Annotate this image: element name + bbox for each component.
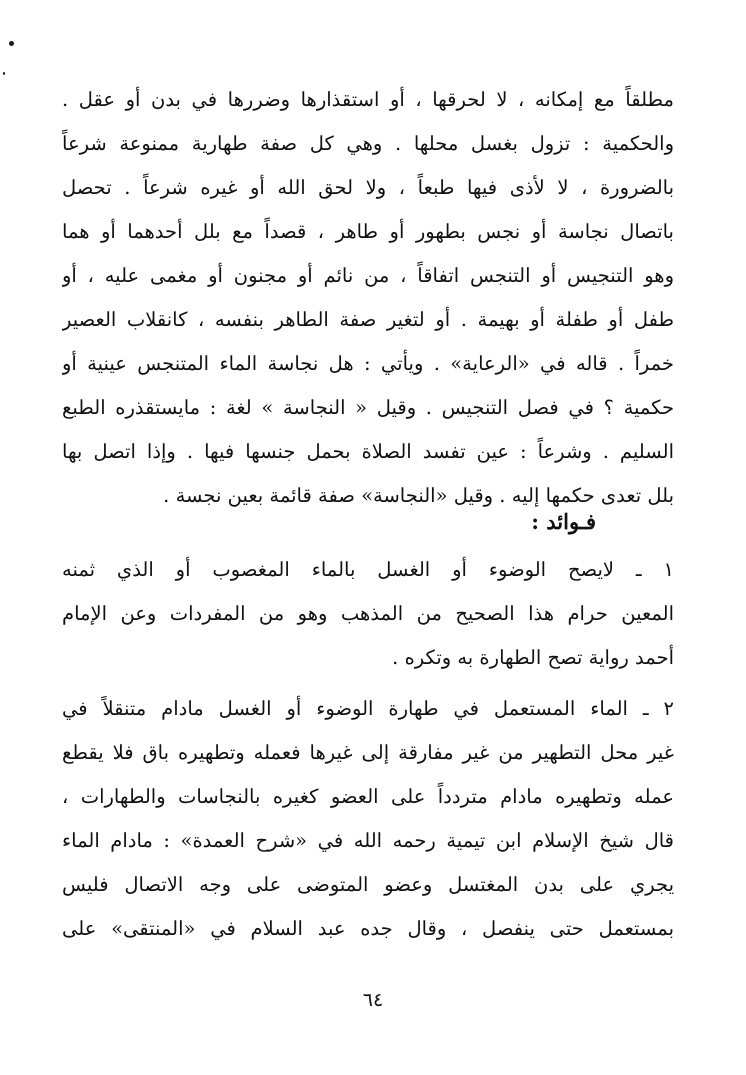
text-line: السليم . وشرعاً : عين تفسد الصلاة بحمل جنسها فيها . وإذا اتصل بها — [62, 440, 674, 463]
section-heading: فـوائد : — [531, 509, 596, 534]
scan-speck — [9, 41, 14, 46]
text-line: حكمية ؟ في فصل التنجيس . وقيل « النجاسة » لغة : مايستقذره الطبع — [62, 396, 674, 419]
page-number: ٦٤ — [362, 989, 384, 1011]
text-line: عمله وتطهيره مادام متردداً على العضو كغيره بالنجاسات والطهارات ، — [62, 785, 674, 808]
text-line: طفل أو طفلة أو بهيمة . أو لتغير صفة الطاهر بنفسه ، كانقلاب العصير — [62, 308, 674, 331]
text-line: بالضرورة ، لا لأذى فيها طبعاً ، ولا لحق الله أو غيره شرعاً . تحصل — [62, 176, 674, 199]
text-line: باتصال نجاسة أو نجس بطهور أو طاهر ، قصداً مع بلل أحدهما أو هما — [62, 220, 674, 243]
text-line: قال شيخ الإسلام ابن تيمية رحمه الله في «شرح العمدة» : مادام الماء — [62, 829, 674, 852]
text-line: المعين حرام هذا الصحيح من المذهب وهو من المفردات وعن الإمام — [62, 602, 674, 625]
text-line: ٢ ـ الماء المستعمل في طهارة الوضوء أو الغسل مادام متنقلاً في — [62, 697, 674, 720]
text-line: مطلقاً مع إمكانه ، لا لحرقها ، أو استقذارها وضررها في بدن أو عقل . — [62, 88, 674, 111]
text-line: والحكمية : تزول بغسل محلها . وهي كل صفة طهارية ممنوعة شرعاً — [62, 132, 674, 155]
text-line: وهو التنجيس أو التنجس اتفاقاً ، من نائم أو مجنون أو مغمى عليه ، أو — [62, 264, 674, 287]
text-line: بلل تعدى حكمها إليه . وقيل «النجاسة» صفة قائمة بعين نجسة . — [163, 484, 674, 507]
text-line: خمراً . قاله في «الرعاية» . ويأتي : هل نجاسة الماء المتنجس عينية أو — [62, 352, 674, 375]
text-line: ١ ـ لايصح الوضوء أو الغسل بالماء المغصوب أو الذي ثمنه — [62, 558, 674, 581]
text-line: بمستعمل حتى ينفصل ، وقال جده عبد السلام في «المنتقى» على — [62, 917, 674, 940]
main-paragraph — [62, 78, 674, 518]
note-2 — [62, 687, 674, 951]
note-1 — [62, 548, 674, 680]
text-line: غير محل التطهير من غير مفارقة إلى غيرها فعمله وتطهيره باق فلا يقطع — [62, 741, 674, 764]
scan-speck — [3, 72, 5, 75]
text-line: أحمد رواية تصح الطهارة به وتكره . — [392, 646, 674, 669]
text-line: يجري على بدن المغتسل وعضو المتوضى على وجه الاتصال فليس — [62, 873, 674, 896]
